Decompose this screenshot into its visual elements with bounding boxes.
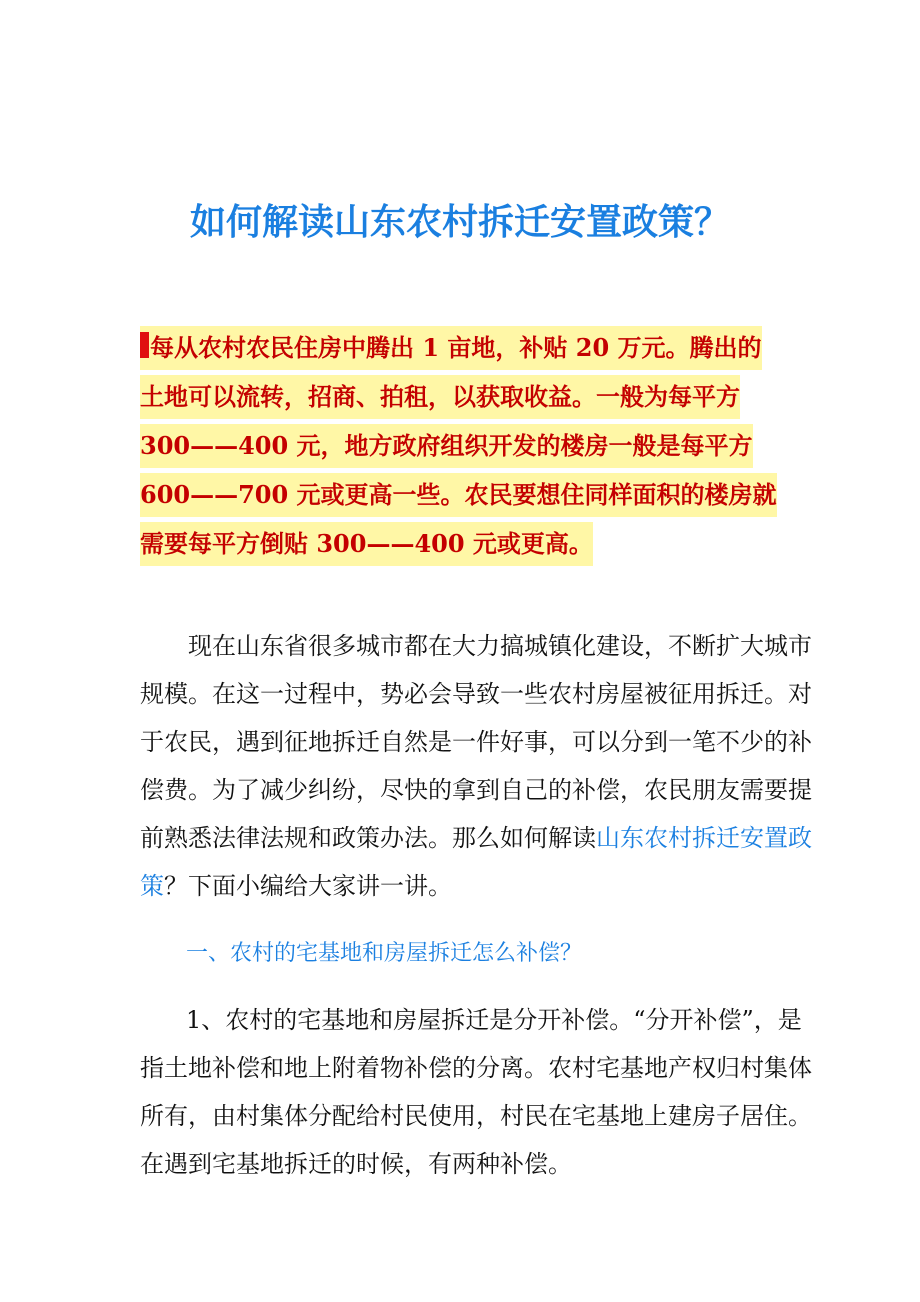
paragraph-text: ？下面小编给大家讲一讲。 (164, 872, 452, 900)
paragraph-line (140, 814, 812, 862)
paragraph-line: 所有，由村集体分配给村民使用，村民在宅基地上建房子居住。 (140, 1102, 812, 1130)
red-marker (140, 332, 149, 358)
summary-line: 600——700 元或更高一些。农民要想住同样面积的楼房就 (140, 473, 777, 517)
paragraph-line: 规模。在这一过程中，势必会导致一些农村房屋被征用拆迁。对 (140, 680, 812, 708)
paragraph-line: 指土地补偿和地上附着物补偿的分离。农村宅基地产权归村集体 (140, 1054, 812, 1082)
paragraph-line: 于农民，遇到征地拆迁自然是一件好事，可以分到一笔不少的补 (140, 728, 812, 756)
paragraph-line: 1、农村的宅基地和房屋拆迁是分开补偿。“分开补偿”，是 (186, 1006, 802, 1034)
summary-line: 300——400 元，地方政府组织开发的楼房一般是每平方 (140, 424, 753, 468)
paragraph-line (140, 862, 452, 910)
summary-line: 需要每平方倒贴 300——400 元或更高。 (140, 522, 593, 566)
section-heading: 一、农村的宅基地和房屋拆迁怎么补偿？ (186, 941, 583, 966)
paragraph-line: 现在山东省很多城市都在大力搞城镇化建设，不断扩大城市 (188, 632, 812, 660)
summary-line: 每从农村农民住房中腾出 1 亩地，补贴 20 万元。腾出的 (140, 326, 762, 370)
paragraph-line: 在遇到宅基地拆迁的时候，有两种补偿。 (140, 1150, 572, 1178)
summary-line: 土地可以流转，招商、拍租，以获取收益。一般为每平方 (140, 375, 740, 419)
paragraph-line: 偿费。为了减少纠纷，尽快的拿到自己的补偿，农民朋友需要提 (140, 776, 812, 804)
policy-link[interactable]: 策 (140, 872, 164, 900)
policy-link[interactable]: 山东农村拆迁安置政 (596, 824, 812, 852)
paragraph-text: 前熟悉法律法规和政策办法。那么如何解读 (140, 824, 596, 852)
page-title: 如何解读山东农村拆迁安置政策？ (189, 202, 730, 243)
